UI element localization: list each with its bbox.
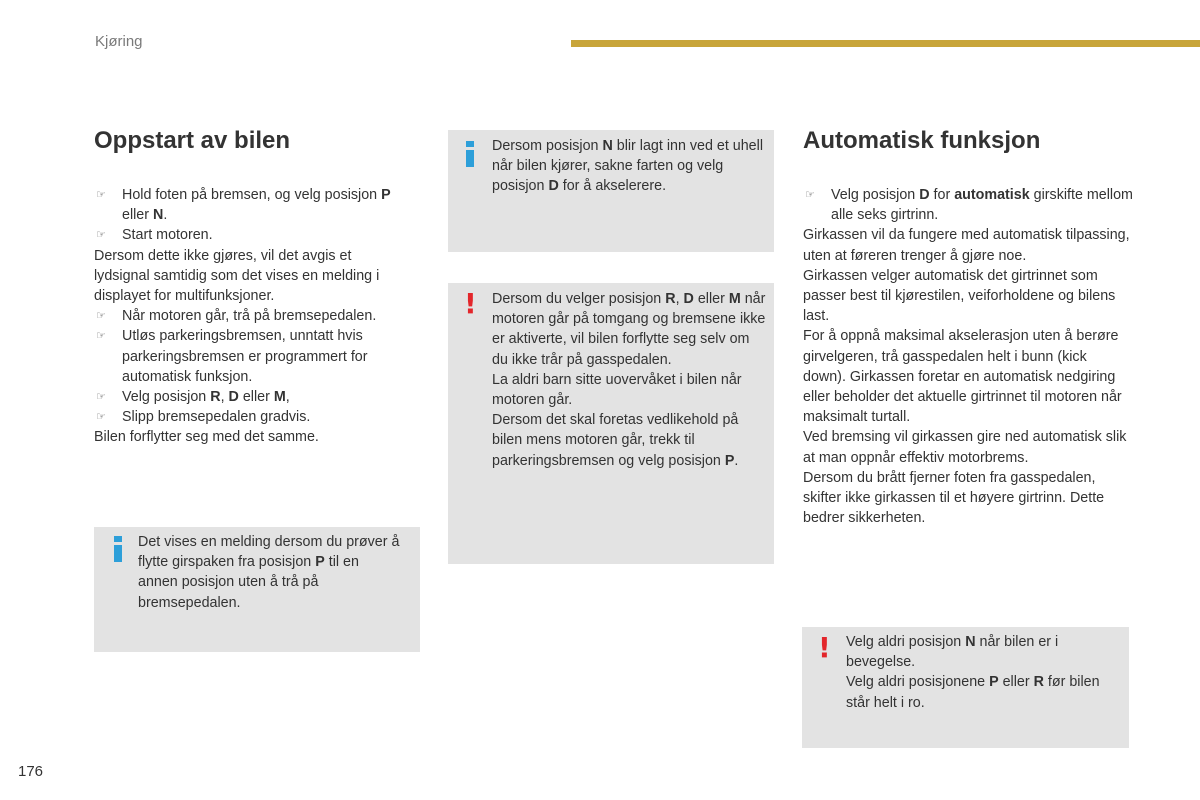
text-run: eller (238, 389, 274, 406)
text-run: Velg aldri posisjon (846, 634, 966, 650)
body-paragraph (803, 225, 1133, 265)
info-box-text (138, 532, 402, 613)
text-run: eller (998, 674, 1034, 691)
bold-term: P (381, 187, 391, 203)
bullet-item (803, 185, 1133, 225)
bullet-item (94, 306, 410, 326)
box-paragraph (846, 672, 1126, 712)
text-run: Dersom posisjon (492, 138, 603, 154)
bold-term: N (965, 634, 976, 650)
middle-warning-box (448, 283, 774, 564)
text-run: Girkassen velger automatisk det girtrinnet som passer best til kjørestilen, veiforholdene og bilens last. (803, 267, 1116, 325)
text-run: Dersom du brått fjerner foten fra gasspedalen, skifter ikke girkassen til et høyere girtrinn. Dette bedrer sikkerheten. (803, 469, 1105, 527)
text-run: , (675, 291, 684, 307)
box-paragraph (492, 410, 768, 471)
text-run: for å akselerere. (558, 178, 667, 195)
left-info-box (94, 527, 420, 652)
bullet-item (94, 326, 410, 387)
text-run: Dersom dette ikke gjøres, vil det avgis et lydsignal samtidig som det vises en melding i displayet for multifunksjoner. (94, 247, 380, 305)
body-paragraph (94, 427, 410, 447)
bold-term: D (919, 187, 930, 203)
warning-icon: ! (818, 631, 831, 664)
body-paragraph (803, 266, 1133, 327)
body-paragraph (803, 427, 1133, 467)
bold-term: N (602, 138, 613, 154)
bold-term: R (665, 291, 676, 307)
box-paragraph (492, 289, 768, 370)
bold-term: automatisk (954, 187, 1030, 203)
bullet-text (122, 227, 213, 243)
text-run: girskifte mellom alle seks girtrinn. (831, 187, 1133, 224)
text-run: når bilen er i bevegelse. (846, 634, 1059, 671)
finger-pointer-icon: ☞ (96, 229, 106, 242)
finger-pointer-icon: ☞ (96, 310, 106, 323)
text-run: , (285, 389, 290, 406)
finger-pointer-icon: ☞ (805, 189, 815, 201)
bullet-item (94, 387, 410, 407)
bullet-text (831, 187, 1133, 223)
bold-term: M (728, 291, 741, 307)
bullet-text (122, 409, 310, 425)
bold-term: R (1033, 674, 1044, 691)
bullet-text (122, 328, 368, 384)
bullet-text (122, 389, 290, 405)
text-run: . (163, 207, 168, 224)
header-accent-bar (571, 40, 1200, 47)
body-paragraph (94, 246, 410, 307)
box-paragraph (492, 370, 768, 410)
text-run: Slipp bremsepedalen gradvis. (122, 409, 311, 426)
bullet-item (94, 407, 410, 427)
warning-icon: ! (464, 287, 477, 320)
page-number: 176 (18, 763, 44, 780)
bold-term: P (989, 674, 999, 691)
bold-term: D (683, 291, 694, 307)
text-run: La aldri barn sitte uovervåket i bilen når motoren går. (492, 371, 742, 409)
bold-term: M (273, 389, 286, 406)
text-run: Girkassen vil da fungere med automatisk tilpassing, uten at føreren trenger å gjøre noe. (803, 227, 1130, 264)
text-run: , (220, 389, 229, 406)
bullet-text (122, 308, 376, 324)
body-paragraph (803, 326, 1133, 427)
text-run: Dersom du velger posisjon (492, 291, 666, 307)
text-run: Det vises en melding dersom du prøver å flytte girspaken fra posisjon (138, 534, 400, 571)
finger-pointer-icon: ☞ (96, 330, 106, 343)
finger-pointer-icon: ☞ (96, 391, 106, 404)
right-warning-box (802, 627, 1129, 748)
text-run: Ved bremsing vil girkassen gire ned automatisk slik at man oppnår effektiv motorbrems. (803, 429, 1127, 466)
warning-box-text (846, 632, 1126, 713)
text-run: når motoren går på tomgang og bremsene ikke er aktiverte, vil bilen forflytte seg selv om du ikke trår på gasspedalen. (492, 291, 766, 368)
bold-term: R (210, 389, 221, 406)
text-run: . (734, 452, 739, 469)
text-run: Velg posisjon (122, 389, 211, 406)
text-run: Når motoren går, trå på bremsepedalen. (122, 308, 377, 325)
bold-term: N (153, 207, 164, 224)
text-run: for (929, 187, 955, 203)
info-box-text (492, 136, 766, 197)
text-run: Dersom det skal foretas vedlikehold på bilen mens motoren går, trekk til parkeringsbremsen og velg posisjon (492, 412, 739, 469)
finger-pointer-icon: ☞ (96, 411, 106, 424)
text-run: før bilen står helt i ro. (846, 674, 1100, 711)
text-run: eller (693, 291, 729, 307)
text-run: Bilen forflytter seg med det samme. (94, 429, 319, 446)
text-run: Velg aldri posisjonene (846, 674, 990, 691)
text-run: blir lagt inn ved et uhell når bilen kjører, sakne farten og velg posisjon (492, 138, 763, 195)
left-section-title: Oppstart av bilen (94, 127, 291, 154)
right-section-title: Automatisk funksjon (803, 127, 1041, 154)
bold-term: P (724, 452, 735, 469)
header-label: Kjøring (95, 33, 143, 50)
middle-info-box (448, 130, 774, 252)
text-run: For å oppnå maksimal akselerasjon uten å berøre girvelgeren, trå gasspedalen helt i bunn (kick down). Girkassen foretar en automatisk nedgiring eller beholder det aktuelle girtrinnet til motoren når maksimalt turtall. (803, 328, 1122, 426)
bold-term: P (315, 554, 325, 571)
bullet-item (94, 185, 410, 225)
warning-box-text (492, 289, 768, 471)
text-run: Hold foten på bremsen, og velg posisjon (122, 187, 382, 203)
left-body-text (94, 185, 410, 448)
text-run: Start motoren. (122, 227, 213, 244)
box-paragraph (492, 136, 766, 197)
bullet-text (122, 187, 391, 223)
text-run: Velg posisjon (831, 187, 920, 203)
bold-term: D (228, 389, 239, 406)
text-run: til en annen posisjon uten å trå på bremsepedalen. (138, 554, 359, 611)
box-paragraph (138, 532, 402, 613)
finger-pointer-icon: ☞ (96, 189, 106, 201)
bullet-item (94, 225, 410, 245)
box-paragraph (846, 632, 1126, 672)
text-run: Utløs parkeringsbremsen, unntatt hvis parkeringsbremsen er programmert for automatisk funksjon. (122, 328, 368, 385)
bold-term: D (548, 178, 559, 195)
right-body-text (803, 185, 1133, 528)
body-paragraph (803, 468, 1133, 529)
text-run: eller (122, 207, 153, 224)
